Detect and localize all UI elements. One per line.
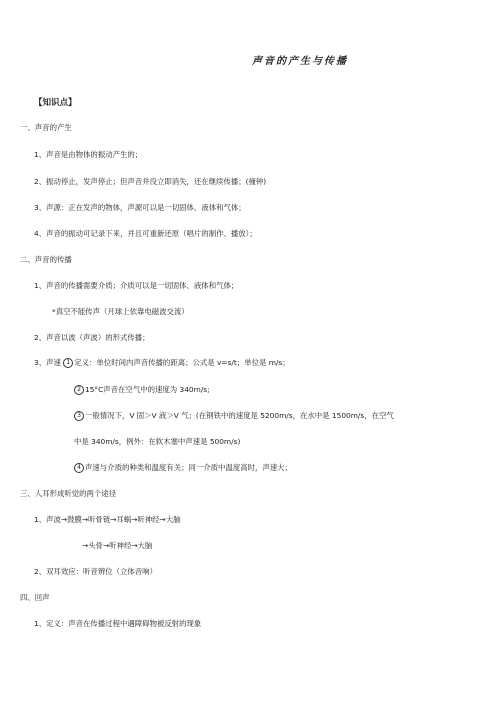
speed-definition: 定义：单位时间内声音传播的距离；公式是 v=s/t；单位是 m/s；	[74, 358, 290, 367]
list-item: 3、声源：正在发声的物体，声源可以是一切固体、液体和气体；	[34, 203, 246, 212]
note-vacuum: *真空不能传声（月球上依靠电磁波交流）	[52, 307, 189, 316]
list-item-continuation: →头骨→听神经→大脑	[82, 541, 153, 550]
list-item-speed-of-sound	[34, 358, 290, 368]
circled-number: 1	[63, 358, 73, 368]
list-item: 1、声音的传播需要介质；介质可以是一切固体、液体和气体；	[34, 281, 239, 290]
list-item: 2、振动停止，发声停止；但声音并没立即消失，还在继续传播；(撞钟)	[34, 177, 267, 186]
list-item: 2、声音以波（声波）的形式传播；	[34, 333, 150, 342]
heading-sound-propagation: 二、声音的传播	[20, 255, 72, 264]
heading-echo: 四、回声	[20, 593, 50, 602]
page-title: 声音的产生与传播	[252, 56, 348, 67]
list-subitem-continuation: 中是 340m/s，例外：在软木塞中声速是 500m/s)	[74, 437, 241, 446]
list-item: 4、声音的振动可记录下来，并且可重新还原（唱片的制作、播放）；	[34, 229, 257, 238]
heading-hearing-paths: 三、人耳形成听觉的两个途径	[20, 489, 117, 498]
list-item: 2、双耳效应：听音辨位（立体音响）	[34, 567, 157, 576]
heading-sound-production: 一、声音的产生	[20, 123, 72, 132]
circled-number: 3	[74, 411, 84, 421]
circled-number: 4	[74, 463, 84, 473]
circled-number: 2	[74, 385, 84, 395]
list-subitem: 2 15°C声音在空气中的速度为 340m/s;	[74, 385, 210, 395]
list-item: 1、定义：声音在传播过程中遇障碍物被反射的现象	[34, 619, 202, 628]
section-label: 【知识点】	[34, 98, 77, 108]
list-subitem: 4 声速与介质的种类和温度有关；同一介质中温度高时，声速大；	[74, 463, 292, 473]
list-item: 1、声波→鼓膜→听骨链→耳蜗→听神经→大脑	[34, 515, 181, 524]
list-subitem: 3 一般情况下，V 固＞V 液＞V 气；(在钢铁中的速度是 5200m/s，在水中是 1500m/s，在空气	[74, 411, 394, 421]
list-item: 1、声音是由物体的振动产生的；	[34, 150, 143, 159]
speed-label: 3、声速	[34, 358, 61, 367]
